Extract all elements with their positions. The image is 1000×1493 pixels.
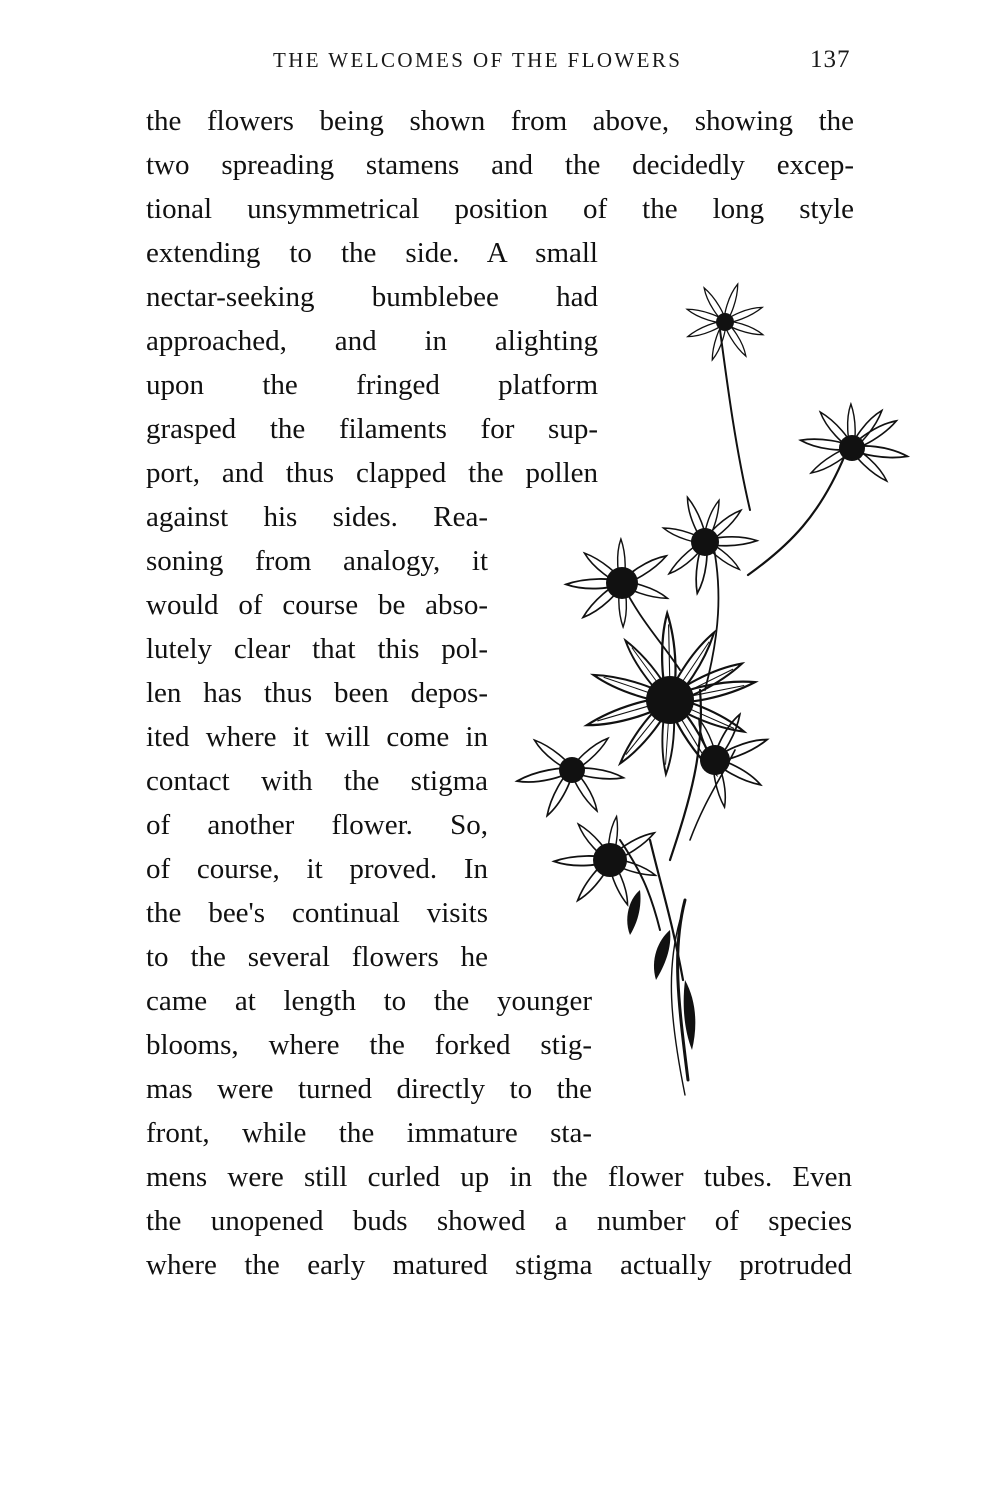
flower-bottom (554, 816, 657, 906)
body-line: of course, it proved. In (146, 853, 488, 885)
body-line: grasped the filaments for sup- (146, 413, 598, 445)
body-line: the bee's continual visits (146, 897, 488, 929)
body-line: the unopened buds showed a number of species (146, 1205, 852, 1237)
body-line: front, while the immature sta- (146, 1117, 592, 1149)
body-line: upon the fringed platform (146, 369, 598, 401)
body-line: the flowers being shown from above, showing the (146, 105, 854, 137)
body-line: nectar-seeking bumblebee had (146, 281, 598, 313)
body-line: port, and thus clapped the pollen (146, 457, 598, 489)
flower-left-upper (566, 539, 669, 627)
body-line: would of course be abso- (146, 589, 488, 621)
body-line: blooms, where the forked stig- (146, 1029, 592, 1061)
leaves (627, 890, 695, 1050)
body-line: ited where it will come in (146, 721, 488, 753)
page-number: 137 (810, 46, 851, 73)
body-line: extending to the side. A small (146, 237, 598, 269)
flower-upper-middle (662, 496, 757, 594)
body-line: lutely clear that this pol- (146, 633, 488, 665)
body-line: len has thus been depos- (146, 677, 488, 709)
body-line: mas were turned directly to the (146, 1073, 592, 1105)
flower-right-middle (696, 712, 769, 807)
body-line: to the several flowers he (146, 941, 488, 973)
body-line: approached, and in alighting (146, 325, 598, 357)
flower-top (686, 283, 764, 361)
body-line: soning from analogy, it (146, 545, 488, 577)
body-line: where the early matured stigma actually protruded (146, 1249, 852, 1281)
body-line: against his sides. Rea- (146, 501, 488, 533)
body-line: two spreading stamens and the decidedly excep- (146, 149, 854, 181)
body-line: came at length to the younger (146, 985, 592, 1017)
body-line: tional unsymmetrical position of the long style (146, 193, 854, 225)
flower-right (800, 404, 908, 484)
running-header (0, 48, 1000, 78)
flower-large-center (585, 613, 757, 778)
flower-lower-left (516, 736, 624, 818)
running-title: THE WELCOMES OF THE FLOWERS (273, 48, 683, 72)
body-line: contact with the stigma (146, 765, 488, 797)
body-line: of another flower. So, (146, 809, 488, 841)
flower-cluster-illustration (500, 280, 960, 1110)
body-line: mens were still curled up in the flower tubes. Even (146, 1161, 852, 1193)
